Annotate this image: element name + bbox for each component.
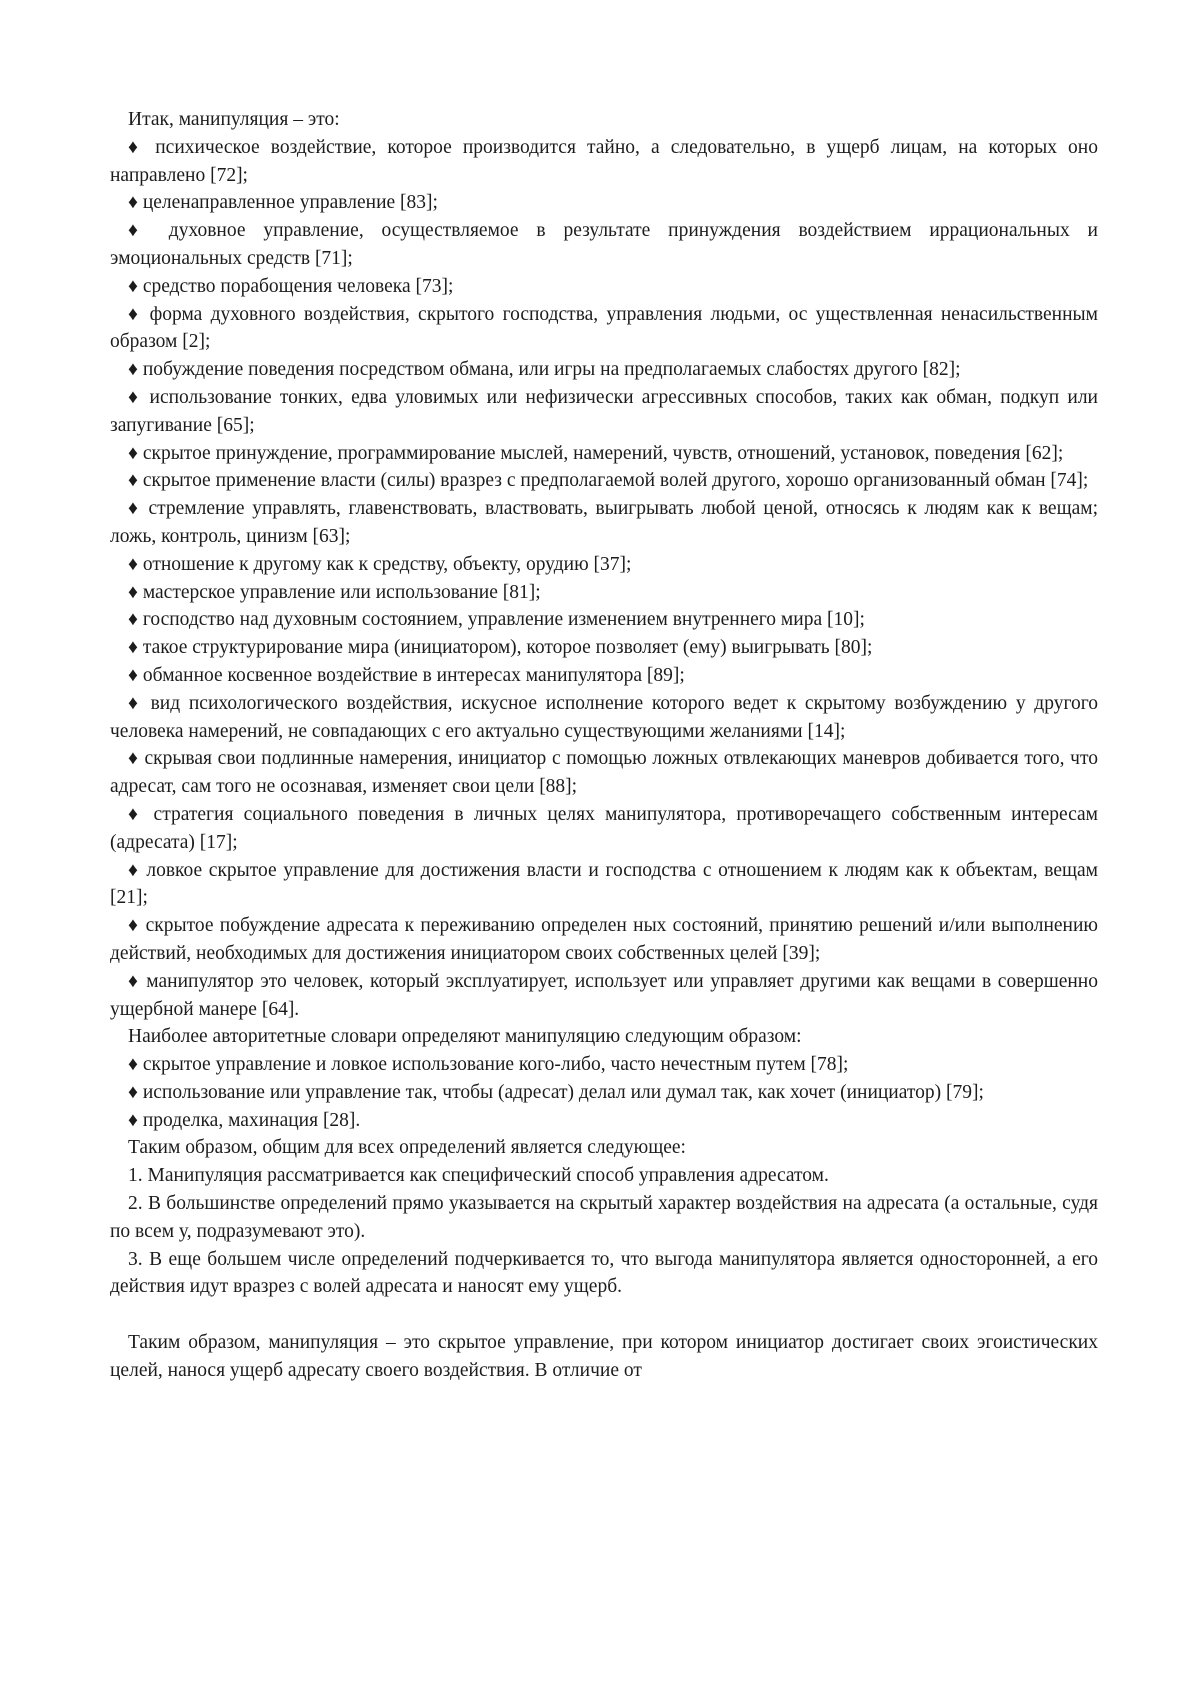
definition-item: ♦ средство порабощения человека [73]; bbox=[110, 273, 1098, 301]
definition-item: ♦ такое структурирование мира (инициатором), которое позволяет (ему) выигрывать [80]; bbox=[110, 634, 1098, 662]
summary-point: 2. В большинстве определений прямо указывается на скрытый характер воздействия на адресата (а остальные, судя по всем у, подразумевают это). bbox=[110, 1190, 1098, 1246]
dictionary-intro-paragraph: Наиболее авторитетные словари определяют манипуляцию следующим образом: bbox=[110, 1023, 1098, 1051]
definition-item: ♦ манипулятор это человек, который эксплуатирует, использует или управляет другими как вещами в совершенно ущербной манере [64]. bbox=[110, 968, 1098, 1024]
dictionary-item: ♦ скрытое управление и ловкое использование кого-либо, часто нечестным путем [78]; bbox=[110, 1051, 1098, 1079]
definition-item: ♦ стремление управлять, главенствовать, властвовать, выигрывать любой ценой, относясь к людям как к вещам; ложь, контроль, цинизм [63]; bbox=[110, 495, 1098, 551]
dictionary-item: ♦ использование или управление так, чтобы (адресат) делал или думал так, как хочет (инициатор) [79]; bbox=[110, 1079, 1098, 1107]
summary-point: 3. В еще большем числе определений подчеркивается то, что выгода манипулятора является односторонней, а его действия идут вразрез с волей адресата и наносят ему ущерб. bbox=[110, 1246, 1098, 1302]
summary-point: 1. Манипуляция рассматривается как специфический способ управления адресатом. bbox=[110, 1162, 1098, 1190]
conclusion-paragraph: Таким образом, манипуляция – это скрытое управление, при котором инициатор достигает своих эгоистических целей, нанося ущерб адресату своего воздействия. В отличие от bbox=[110, 1329, 1098, 1385]
dictionary-item: ♦ проделка, махинация [28]. bbox=[110, 1107, 1098, 1135]
definition-item: ♦ форма духовного воздействия, скрытого господства, управления людьми, ос уществленная ненасильственным образом [2]; bbox=[110, 301, 1098, 357]
definition-item: ♦ психическое воздействие, которое производится тайно, а следовательно, в ущерб лицам, на которых оно направлено [72]; bbox=[110, 134, 1098, 190]
summary-intro-paragraph: Таким образом, общим для всех определений является следующее: bbox=[110, 1134, 1098, 1162]
definition-item: ♦ целенаправленное управление [83]; bbox=[110, 189, 1098, 217]
document-page bbox=[110, 106, 1098, 1385]
intro-paragraph: Итак, манипуляция – это: bbox=[110, 106, 1098, 134]
definition-item: ♦ отношение к другому как к средству, объекту, орудию [37]; bbox=[110, 551, 1098, 579]
definition-item: ♦ духовное управление, осуществляемое в результате принуждения воздействием иррациональных и эмоциональных средств [71]; bbox=[110, 217, 1098, 273]
definition-item: ♦ мастерское управление или использование [81]; bbox=[110, 579, 1098, 607]
definition-item: ♦ вид психологического воздействия, искусное исполнение которого ведет к скрытому возбуждению у другого человека намерений, не совпадающих с его актуально существующими желаниями [14]; bbox=[110, 690, 1098, 746]
definition-item: ♦ скрытое побуждение адресата к переживанию определен ных состояний, принятию решений и/или выполнению действий, необходимых для достижения инициатором своих собственных целей [39]; bbox=[110, 912, 1098, 968]
definition-item: ♦ побуждение поведения посредством обмана, или игры на предполагаемых слабостях другого [82]; bbox=[110, 356, 1098, 384]
definition-item: ♦ господство над духовным состоянием, управление изменением внутреннего мира [10]; bbox=[110, 606, 1098, 634]
definition-item: ♦ стратегия социального поведения в личных целях манипулятора, противоречащего собственным интересам (адресата) [17]; bbox=[110, 801, 1098, 857]
definition-item: ♦ обманное косвенное воздействие в интересах манипулятора [89]; bbox=[110, 662, 1098, 690]
definition-item: ♦ использование тонких, едва уловимых или нефизически агрессивных способов, таких как обман, подкуп или запугивание [65]; bbox=[110, 384, 1098, 440]
definition-item: ♦ скрывая свои подлинные намерения, инициатор с помощью ложных отвлекающих маневров добивается того, что адресат, сам того не осознавая, изменяет свои цели [88]; bbox=[110, 745, 1098, 801]
definition-item: ♦ скрытое применение власти (силы) вразрез с предполагаемой волей другого, хорошо организованный обман [74]; bbox=[110, 467, 1098, 495]
definition-item: ♦ ловкое скрытое управление для достижения власти и господства с отношением к людям как к объектам, вещам [21]; bbox=[110, 857, 1098, 913]
definition-item: ♦ скрытое принуждение, программирование мыслей, намерений, чувств, отношений, установок, поведения [62]; bbox=[110, 440, 1098, 468]
